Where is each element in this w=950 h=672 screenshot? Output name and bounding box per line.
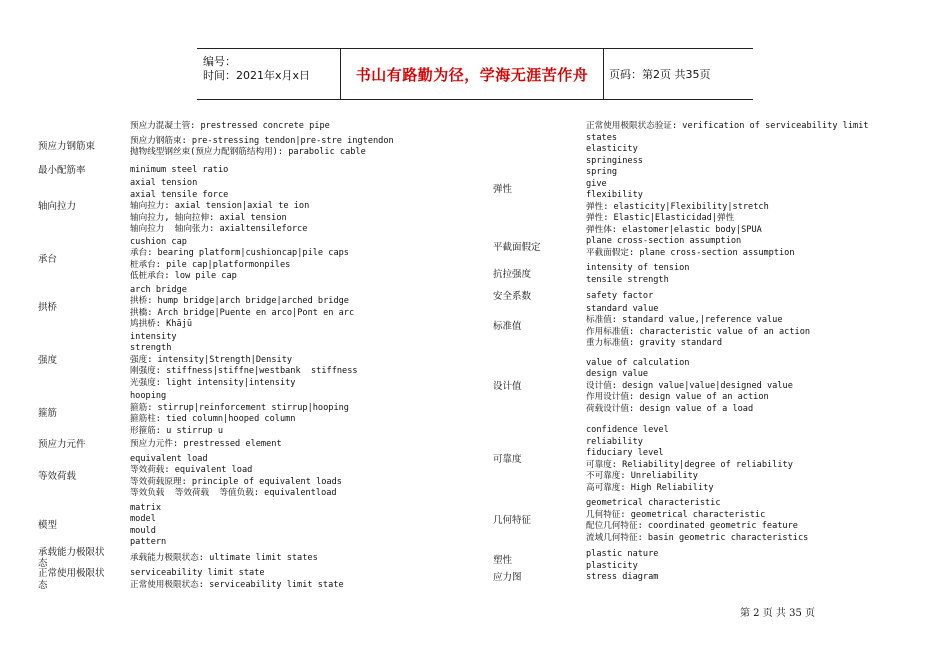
time-label: 时间：2021年x月x日 (203, 69, 311, 82)
glossary-definitions: elasticity springiness spring give flexibility 弹性: elasticity|Flexibility|stretch 弹性: Elastic|Elasticidad|弹性 弹性体: elastomer|elastic body|SPUA (586, 144, 769, 235)
glossary-definitions: minimum steel ratio (130, 164, 229, 175)
glossary-term: 承台 (38, 253, 58, 265)
header-meta (197, 49, 340, 99)
glossary-term: 可靠度 (493, 453, 522, 465)
glossary-term: 预应力元件 (38, 439, 86, 450)
glossary-term: 正常使用极限状 态 (38, 568, 105, 591)
glossary-term: 塑性 (493, 554, 513, 566)
glossary-definitions: confidence level reliability fiduciary level 可靠度: Reliability|degree of reliability 不可靠度: Unreliability 高可靠度: High Reliability (586, 425, 793, 493)
glossary-definitions: serviceability limit state 正常使用极限状态: serviceability limit state (130, 568, 344, 590)
glossary-term: 弹性 (493, 184, 513, 196)
glossary-definitions: intensity of tension tensile strength (586, 263, 690, 285)
motto: 书山有路勤为径，学海无涯苦作舟 (355, 65, 589, 84)
glossary-term: 拱桥 (38, 301, 58, 313)
header-motto-cell (340, 49, 604, 99)
glossary-definitions: safety factor (586, 291, 654, 301)
glossary-definitions: hooping 箍筋: stirrup|reinforcement stirrup|hooping 箍筋柱: tied column|hooped column 形箍筋: u stirrup u (130, 391, 349, 436)
glossary-definitions: 预应力钢筋束: pre-stressing tendon|pre-stre ingtendon 抛物线型钢丝束(预应力配钢筋结构用): parabolic cable (130, 135, 394, 157)
glossary-definitions: 正常使用极限状态验证: verification of serviceability limit states (586, 121, 869, 143)
glossary-definitions: intensity strength 强度: intensity|Strength|Density 刚强度: stiffness|stiffne|westbank stiffness 光强度: light intensity|intensity (130, 331, 358, 388)
glossary-definitions: geometrical characteristic 几何特征: geometrical characteristic 配位几何特征: coordinated geometric feature 流域几何特征: basin geometric characteristics (586, 498, 809, 543)
glossary-definitions: standard value 标准值: standard value,|reference value 作用标准值: characteristic value of an action 重力标准值: gravity standard (586, 303, 811, 348)
glossary-term: 平截面假定 (493, 241, 541, 253)
glossary-definitions: matrix model mould pattern (130, 502, 167, 547)
glossary-definitions: 承载能力极限状态: ultimate limit states (130, 552, 318, 563)
glossary-term: 安全系数 (493, 291, 532, 302)
glossary-term: 模型 (38, 519, 58, 531)
glossary-term: 等效荷载 (38, 470, 77, 482)
glossary-definitions: value of calculation design value 设计值: design value|value|designed value 作用设计值: design value of an action 荷载设计值: design value of a load (586, 357, 793, 414)
glossary-definitions: 预应力元件: prestressed element (130, 439, 282, 449)
page-header (197, 48, 753, 100)
glossary-definitions: axial tension axial tensile force 轴向拉力: axial tension|axial te ion 轴向拉力, 轴向拉伸: axial tension 轴向拉力 轴向张力: axialtensileforce (130, 178, 310, 234)
glossary-definitions: plane cross-section assumption 平截面假定: plane cross-section assumption (586, 236, 795, 258)
glossary-term: 轴向拉力 (38, 201, 77, 212)
number-label: 编号： (203, 55, 236, 68)
glossary-term: 抗拉强度 (493, 268, 532, 280)
page-footer: 第 2 页 共 35 页 (740, 608, 815, 619)
glossary-term: 应力图 (493, 572, 522, 583)
glossary-term: 几何特征 (493, 515, 532, 527)
glossary-definitions: equivalent load 等效荷载: equivalent load 等效荷载原理: principle of equivalent loads 等效负载 等效荷载 等值负载: equivalentload (130, 453, 342, 498)
glossary-definitions: stress diagram (586, 572, 659, 582)
glossary-term: 箍筋 (38, 408, 58, 420)
glossary-term: 最小配筋率 (38, 164, 86, 176)
glossary-definitions: cushion cap 承台: bearing platform|cushioncap|pile caps 桩承台: pile cap|platformonpiles 低桩承台: low pile cap (130, 236, 349, 281)
page-label: 页码：第2页 共35页 (609, 68, 711, 81)
glossary-term: 承载能力极限状 态 (38, 546, 105, 570)
glossary-term: 预应力钢筋束 (38, 141, 96, 153)
glossary-definitions: arch bridge 拱桥: hump bridge|arch bridge|arched bridge 拱橋: Arch bridge|Puente en arco|Pont en arc 鸠拱桥: Khājū (130, 284, 355, 329)
glossary-term: 设计值 (493, 380, 522, 392)
header-page-cell (603, 49, 753, 99)
glossary-definitions: 预应力混凝土管: prestressed concrete pipe (130, 121, 330, 131)
glossary-term: 标准值 (493, 320, 522, 332)
glossary-definitions: plastic nature plasticity (586, 549, 659, 571)
glossary-term: 强度 (38, 354, 58, 366)
